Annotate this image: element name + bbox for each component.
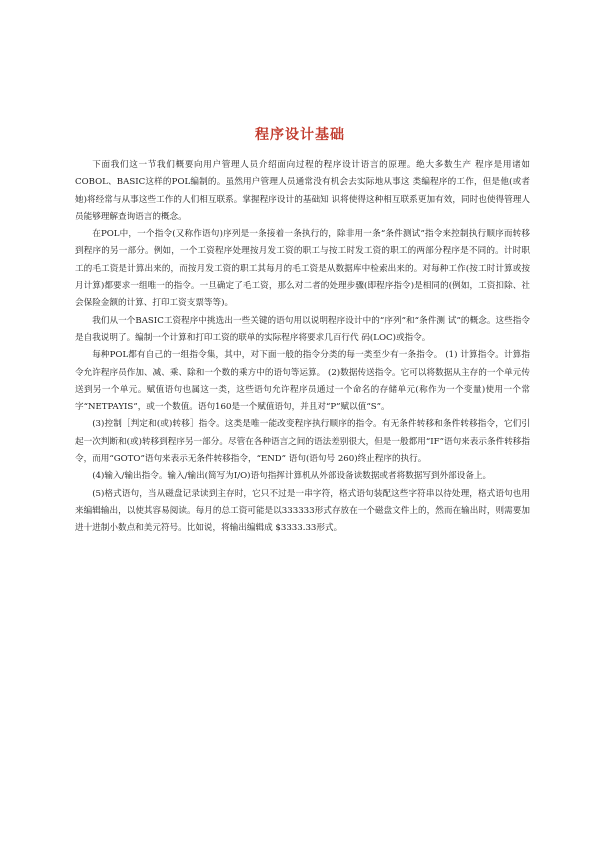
paragraph-4: 每种POL都有自己的一组指令集，其中，对下面一般的指令分类的每一类至少有一条指令。 (1) 计算指令。计算指令允许程序员作加、减、乘、除和一个数的乘方中的语句等运算。 (2)数据传送指令。它可以将数据从主存的一个单元传送到另一个单元。赋值语句也属这一类，这些语句允许程序员通过一个命名的存储单元(称作为一个变量)使用一个常字“NETPAYIS”，或一个数值。语句160是一个赋值语句，并且对“P”赋以值“S”。 — [75, 350, 530, 413]
document-body — [75, 157, 530, 538]
paragraph-1: 下面我们这一节我们概要向用户管理人员介绍面向过程的程序设计语言的原理。绝大多数生产 程序是用诸如COBOL、BASIC这样的POL编制的。虽然用户管理人员通常没有机会去实际地从事这 类编程序的工作，但是他(或者她)将经常与从事这些工作的人们相互联系。掌握程序设计的基础知 识将使得这种相互联系更加有效，同时也使得管理人员能够理解查询语言的概念。 — [75, 160, 530, 222]
paragraph-7: (5)格式语句，当从磁盘记录读到主存时，它只不过是一串字符，格式语句装配这些字符串以待处理，格式语句也用来编辑输出，以使其容易阅读。每月的总工资可能是以333333形式存放在一个磁盘文件上的，然而在输出时，则需要加进十进制小数点和美元符号。比如说，将输出编辑成 $3333.33形式。 — [75, 488, 530, 534]
paragraph-6: (4)输入/输出指令。输入/输出(简写为I/O)语句指挥计算机从外部设备读数据或者将数据写到外部设备上。 — [92, 471, 492, 482]
document-title: 程序设计基础 — [255, 127, 345, 143]
paragraph-3: 我们从一个BASIC工资程序中挑选出一些关键的语句用以说明程序设计中的“序列”和“条件测 试”的概念。这些指令是自我说明了。编制一个计算和打印工资的联单的实际程序将要求几百行代 码(LOC)或指令。 — [75, 315, 530, 343]
paragraph-5: (3)控制［判定和(或)转移］指令。这类是唯一能改变程序执行顺序的指令。有无条件转移和条件转移指令，它们引起一次判断和(或)转移到程序另一部分。尽管在各种语言之间的语法差别很大，但是一般都用“IF”语句来表示条件转移指令，而用“GOTO”语句来表示无条件转移指令，“END” 语句(语句号 260)终止程序的执行。 — [75, 419, 530, 465]
paragraph-2: 在POL中，一个指令(又称作语句)序列是一条接着一条执行的，除非用一条“条件测试”指令来控制执行顺序而转移到程序的另一部分。例如，一个工资程序处理按月发工资的职工与按工时发工资的职工的两部分程序是不同的。计时职工的毛工资是计算出来的，而按月发工资的职工其每月的毛工资是从数据库中检索出来的。对每种工作(按工时计算或按月计算)都要求一组唯一的指令。一旦确定了毛工资，那么对二者的处理步骤(即程序指令)是相同的(例如，工资扣除、社会保险金额的计算、打印工资支票等等)。 — [75, 229, 530, 309]
